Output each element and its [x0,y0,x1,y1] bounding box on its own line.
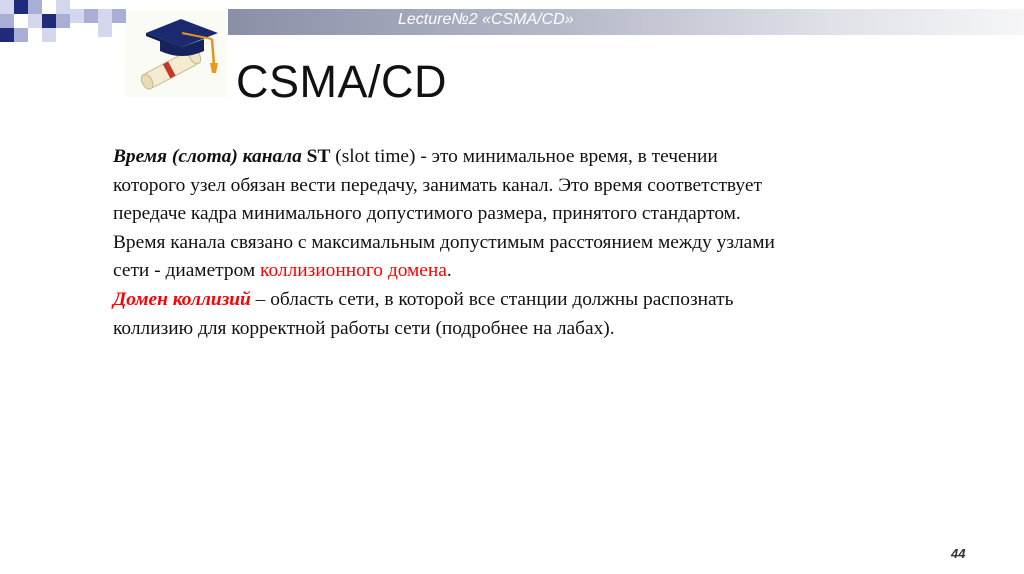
deco-square [42,0,56,14]
term-slot-time: Время (слота) канала [113,146,302,167]
header-bar [228,9,1024,35]
deco-square [42,28,56,42]
deco-square [98,9,112,23]
text-segment: . [446,260,452,282]
deco-square [84,23,98,37]
paragraph-2-line-2: коллизию для корректной работы сети (подробнее на лабах). [113,317,615,339]
deco-square [0,0,14,14]
deco-square [28,0,42,14]
abbr-st: ST [306,146,331,167]
deco-square [14,14,28,28]
text-segment: сети - диаметром [113,260,261,282]
deco-square [14,28,28,42]
graduation-cap-diploma-icon [126,11,227,97]
deco-square [28,14,42,28]
term-collision-domain: Домен коллизий [113,288,251,310]
deco-square [98,23,112,37]
deco-square [0,14,14,28]
deco-square [42,14,56,28]
deco-square [56,0,70,14]
deco-square [14,0,28,14]
paragraph-1-line-1 [113,143,933,172]
deco-square [112,9,126,23]
paragraph-2-line-1 [113,286,933,315]
deco-square [0,28,14,42]
deco-square [28,28,42,42]
collision-domain-highlight: коллизионного домена [260,260,447,282]
text-segment: – область сети, в которой все станции должны распознать [250,288,734,310]
paragraph-1-line-5 [113,257,933,286]
deco-square [70,9,84,23]
paragraph-1-line-3: передаче кадра минимального допустимого размера, принятого стандартом. [113,203,741,225]
slide-body [113,143,933,343]
paragraph-1-line-4: Время канала связано с максимальным допустимым расстоянием между узлами [113,231,775,253]
lecture-title: Lecture№2 «CSMA/CD» [398,11,574,28]
page-number: 44 [951,546,966,561]
slide-title: CSMA/CD [236,56,448,107]
text-segment: (slot time) - это минимальное время, в течении [330,146,718,167]
deco-square [56,14,70,28]
paragraph-1-line-2: которого узел обязан вести передачу, занимать канал. Это время соответствует [113,174,762,196]
deco-square [84,9,98,23]
